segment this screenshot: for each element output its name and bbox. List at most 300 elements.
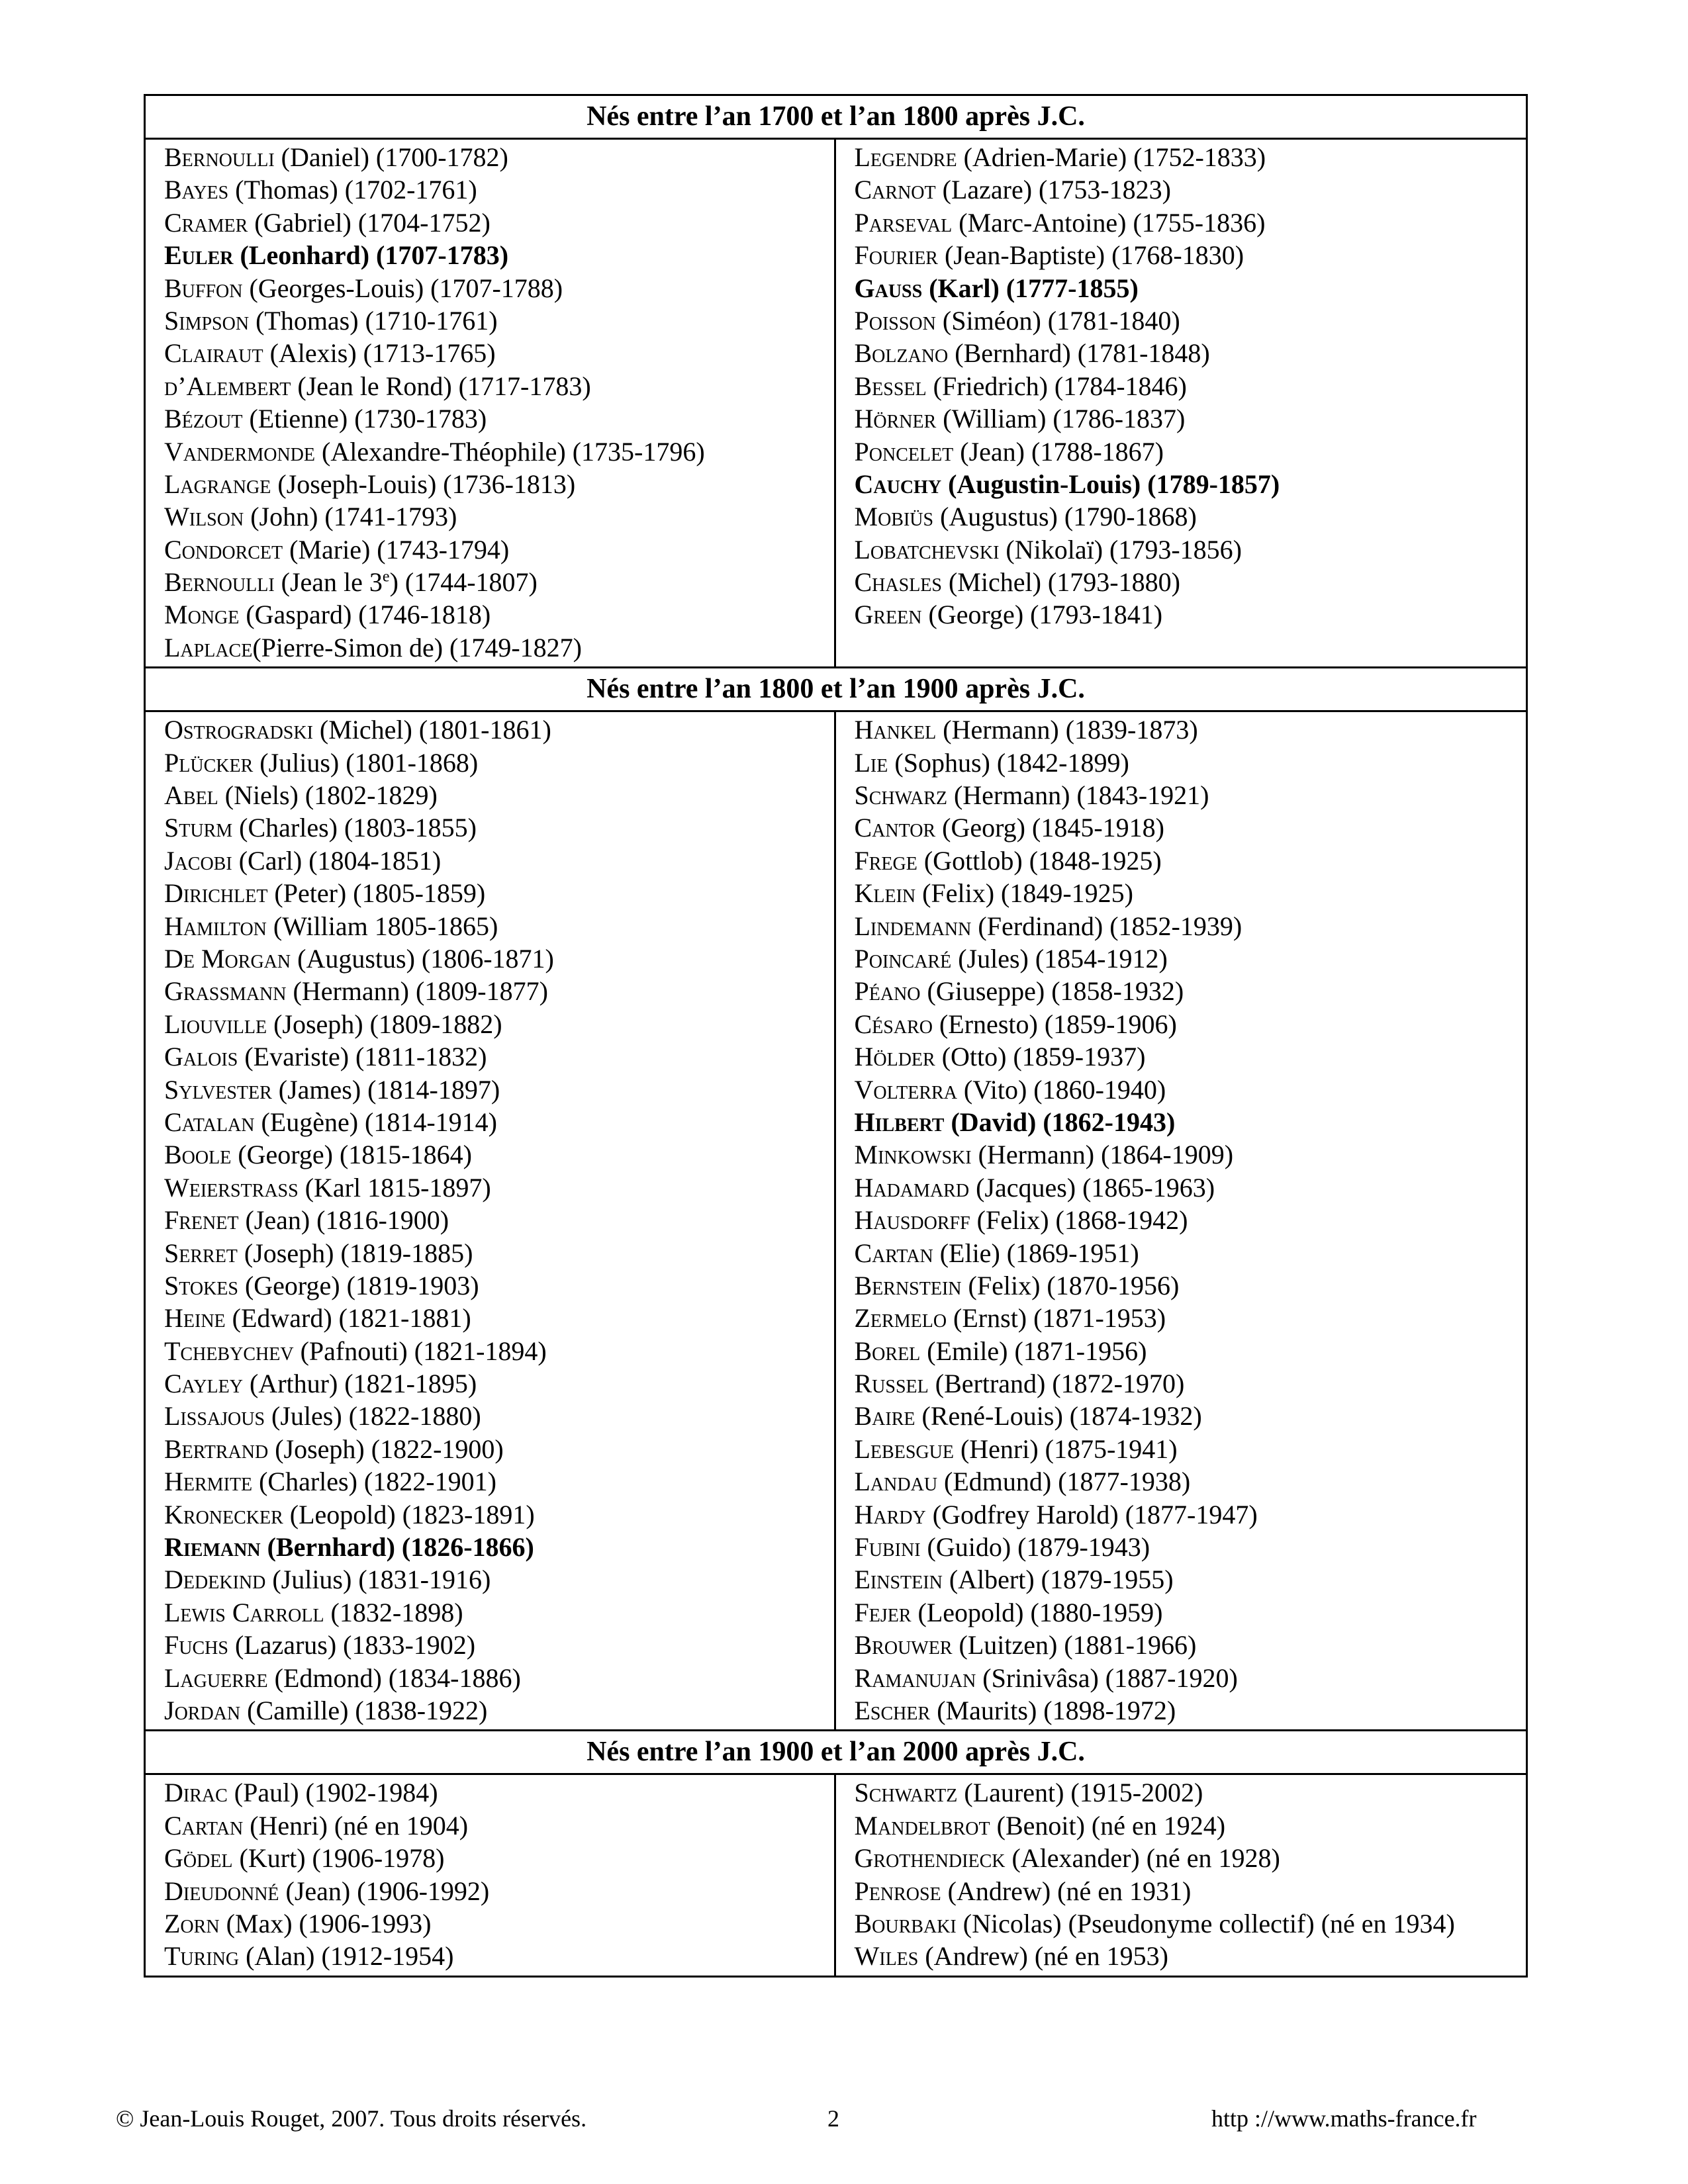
list-item [855, 1171, 1526, 1204]
mathematician-details: (Evariste) (1811-1832) [238, 1042, 487, 1072]
page-number: 2 [827, 2105, 839, 2132]
mathematician-name: Galois [164, 1042, 238, 1072]
list-item [164, 533, 834, 566]
list-item [164, 713, 834, 746]
list-item [164, 1465, 834, 1498]
mathematician-name: Cauchy [854, 469, 942, 499]
mathematician-details: (Thomas) (1710-1761) [249, 305, 498, 336]
mathematician-name: Stokes [164, 1270, 238, 1300]
mathematician-name: Poisson [854, 305, 936, 336]
mathematician-details: (Andrew) (né en 1953) [918, 1941, 1168, 1972]
mathematician-name: Hörner [854, 404, 937, 434]
mathematician-details: (Augustus) (1806-1871) [291, 943, 554, 974]
mathematician-name: Laguerre [164, 1662, 268, 1693]
section-title: Nés entre l’an 1800 et l’an 1900 après J.C. [146, 668, 1526, 712]
list-item [164, 877, 834, 909]
list-item [164, 1907, 834, 1940]
mathematician-details: (Pafnouti) (1821-1894) [293, 1336, 547, 1366]
list-item [164, 1563, 834, 1596]
mathematician-name: Klein [854, 878, 916, 909]
mathematician-name: Penrose [854, 1876, 941, 1906]
mathematician-details: (Hermann) (1839-1873) [936, 715, 1198, 745]
mathematician-details: (Joseph) (1822-1900) [268, 1433, 504, 1464]
mathematician-details: (Edmond) (1834-1886) [267, 1662, 521, 1693]
mathematician-details: (Godfrey Harold) (1877-1947) [925, 1499, 1258, 1529]
section-title: Nés entre l’an 1700 et l’an 1800 après J.C. [146, 96, 1526, 140]
superscript: e [382, 568, 390, 586]
mathematician-name: Lewis Carroll [164, 1597, 324, 1627]
list-item [855, 1335, 1526, 1367]
list-item [855, 1563, 1526, 1596]
mathematician-name: Poincaré [854, 943, 952, 974]
section-body [146, 712, 1526, 1731]
mathematician-name: Hardy [854, 1499, 926, 1529]
mathematician-name: Chasles [854, 567, 942, 598]
mathematician-name: Mandelbrot [854, 1810, 990, 1841]
list-item [855, 713, 1526, 746]
mathematician-details: (Leonhard) (1707-1783) [233, 240, 509, 271]
mathematician-details: (William) (1786-1837) [936, 404, 1186, 434]
list-item [164, 141, 834, 173]
mathematician-details: (Jean) (1906-1992) [279, 1876, 490, 1906]
mathematician-details: (James) (1814-1897) [271, 1074, 500, 1105]
list-item [164, 500, 834, 533]
list-item [855, 1269, 1526, 1302]
mathematician-name: Lagrange [164, 469, 271, 499]
mathematician-details: (Alan) (1912-1954) [239, 1941, 454, 1972]
list-item [855, 1433, 1526, 1465]
list-item [855, 1842, 1526, 1874]
mathematician-details: (Albert) (1879-1955) [942, 1565, 1174, 1595]
mathematician-name: Boole [164, 1140, 232, 1170]
mathematician-details: (Jules) (1854-1912) [951, 943, 1168, 974]
mathematician-name: Mobiüs [854, 502, 934, 532]
mathematician-name: Fejer [854, 1597, 912, 1627]
mathematician-name: Condorcet [164, 534, 283, 565]
mathematician-name: Bernoulli [164, 567, 275, 598]
list-item [164, 468, 834, 500]
list-item [855, 1531, 1526, 1563]
mathematician-details: (Giuseppe) (1858-1932) [920, 976, 1184, 1007]
list-item [164, 747, 834, 779]
list-item [164, 1335, 834, 1367]
mathematician-name: Legendre [854, 142, 957, 172]
mathematician-name: Lindemann [854, 911, 972, 941]
mathematician-details: (Hermann) (1864-1909) [971, 1140, 1234, 1170]
mathematician-name: Weierstrass [164, 1172, 299, 1203]
list-item [164, 1106, 834, 1138]
mathematician-name: Fubini [854, 1532, 921, 1563]
mathematician-details: (Jean) (1816-1900) [238, 1205, 449, 1236]
mathematician-details: (Gottlob) (1848-1925) [917, 845, 1162, 876]
mathematician-details: (Thomas) (1702-1761) [228, 175, 477, 205]
list-item [855, 402, 1526, 435]
mathematician-details: (Michel) (1801-1861) [312, 715, 551, 745]
list-item [164, 1662, 834, 1694]
mathematician-name: Landau [854, 1467, 938, 1497]
mathematician-name: Laplace [164, 632, 253, 662]
mathematician-name: Schwartz [854, 1778, 958, 1808]
list-item [855, 206, 1526, 239]
mathematician-name: Bernoulli [164, 142, 275, 172]
list-item [164, 975, 834, 1007]
mathematician-details: (Jean-Baptiste) (1768-1830) [937, 240, 1244, 271]
list-item [855, 1106, 1526, 1138]
mathematician-details: (Hermann) (1809-1877) [286, 976, 548, 1007]
mathematician-details: (Ernesto) (1859-1906) [932, 1009, 1177, 1039]
mathematician-details: (Julius) (1831-1916) [265, 1565, 491, 1595]
mathematician-details: (Alexandre-Théophile) (1735-1796) [315, 436, 705, 467]
mathematician-details: (Joseph-Louis) (1736-1813) [271, 469, 576, 499]
list-item [855, 1138, 1526, 1171]
section-body [146, 140, 1526, 668]
mathematician-name: Vandermonde [164, 436, 315, 467]
mathematician-name: Escher [854, 1695, 931, 1725]
list-item [164, 1694, 834, 1727]
list-item [855, 533, 1526, 566]
list-item [855, 566, 1526, 598]
column-left [146, 712, 836, 1729]
list-item [164, 1367, 834, 1400]
list-item [164, 206, 834, 239]
list-item [164, 1531, 834, 1563]
mathematician-details: (Leopold) (1823-1891) [283, 1499, 535, 1529]
mathematician-name: Minkowski [854, 1140, 972, 1170]
mathematician-name: Césaro [854, 1009, 933, 1039]
list-item [164, 631, 834, 664]
mathematician-details: (Marie) (1743-1794) [283, 534, 510, 565]
list-item [855, 1204, 1526, 1236]
list-item [855, 1662, 1526, 1694]
mathematician-name: Gauss [854, 273, 923, 303]
mathematician-name: Simpson [164, 305, 250, 336]
mathematician-name: Gödel [164, 1843, 233, 1874]
list-item [855, 1875, 1526, 1907]
list-item [164, 1040, 834, 1073]
mathematician-name: Kronecker [164, 1499, 283, 1529]
mathematician-details: (Elie) (1869-1951) [933, 1238, 1139, 1268]
mathematician-details: (Vito) (1860-1940) [957, 1074, 1166, 1105]
mathematician-details: (John) (1741-1793) [244, 502, 457, 532]
list-item [855, 239, 1526, 271]
list-item [855, 1465, 1526, 1498]
mathematician-name: Buffon [164, 273, 243, 303]
list-item [164, 1204, 834, 1236]
mathematician-name: Bolzano [854, 338, 949, 369]
mathematician-details: (Marc-Antoine) (1755-1836) [952, 207, 1266, 238]
mathematician-details: (Nicolas) (Pseudonyme collectif) (né en 1934) [956, 1908, 1455, 1938]
list-item [164, 1433, 834, 1465]
mathematician-name: Cramer [164, 207, 248, 238]
mathematician-details: (Sophus) (1842-1899) [888, 747, 1129, 778]
list-item [855, 1596, 1526, 1629]
list-item [855, 141, 1526, 173]
list-item [855, 1237, 1526, 1269]
mathematician-details: (Pierre-Simon de) (1749-1827) [252, 632, 582, 662]
mathematician-details: (Siméon) (1781-1840) [935, 305, 1180, 336]
list-item [164, 1809, 834, 1842]
mathematician-details: (Lazare) (1753-1823) [935, 175, 1171, 205]
list-item [855, 1008, 1526, 1040]
list-item [164, 1269, 834, 1302]
mathematician-details: (Georges-Louis) (1707-1788) [242, 273, 563, 303]
mathematician-details: (Alexis) (1713-1765) [263, 338, 496, 369]
mathematician-name: Russel [854, 1369, 929, 1399]
mathematician-name: Grassmann [164, 976, 287, 1007]
mathematician-details: (Bernhard) (1826-1866) [260, 1532, 534, 1563]
mathematician-details: (1832-1898) [324, 1597, 463, 1627]
mathematician-name: Cartan [164, 1810, 244, 1841]
mathematician-details: (Luitzen) (1881-1966) [952, 1630, 1197, 1661]
mathematician-name: Lobatchevski [854, 534, 1000, 565]
mathematician-name: Sturm [164, 813, 233, 843]
mathematician-details: (Gaspard) (1746-1818) [239, 600, 491, 630]
list-item [164, 1940, 834, 1972]
mathematician-details: (Edmund) (1877-1938) [937, 1467, 1191, 1497]
mathematician-details: (Jean le 3 [274, 567, 383, 598]
mathematician-name: Cantor [854, 813, 936, 843]
column-left [146, 1775, 836, 1975]
column-left [146, 140, 836, 666]
mathematician-name: Bayes [164, 175, 229, 205]
mathematician-details: (William 1805-1865) [266, 911, 498, 941]
mathematician-name: Plücker [164, 747, 254, 778]
mathematician-name: Hamilton [164, 911, 267, 941]
list-item [164, 779, 834, 811]
mathematician-name: Green [854, 600, 922, 630]
list-item [164, 239, 834, 271]
mathematician-name: Bézout [164, 404, 243, 434]
mathematician-details: (Otto) (1859-1937) [935, 1042, 1146, 1072]
mathematician-details: (Guido) (1879-1943) [920, 1532, 1150, 1563]
mathematician-details: (Henri) (né en 1904) [243, 1810, 469, 1841]
mathematician-name: Tchebychev [164, 1336, 294, 1366]
mathematician-details: (Jean le Rond) (1717-1783) [291, 371, 591, 401]
mathematician-name: Einstein [854, 1565, 943, 1595]
mathematician-name: Schwarz [854, 780, 947, 811]
mathematician-name: Jacobi [164, 845, 232, 876]
mathematician-name: Jordan [164, 1695, 241, 1725]
column-right [836, 140, 1526, 666]
mathematician-name: Dirac [164, 1778, 228, 1808]
column-right [836, 1775, 1526, 1975]
mathematician-name: Liouville [164, 1009, 267, 1039]
mathematician-details: (Jean) (1788-1867) [953, 436, 1164, 467]
list-item [855, 1907, 1526, 1940]
website-url: http ://www.maths-france.fr [1211, 2105, 1477, 2132]
list-item [855, 877, 1526, 909]
mathematician-name: Heine [164, 1303, 226, 1334]
list-item [164, 942, 834, 975]
mathematician-name: Wiles [854, 1941, 919, 1972]
mathematician-name: Serret [164, 1238, 238, 1268]
list-item [855, 337, 1526, 369]
list-item [164, 1171, 834, 1204]
list-item [855, 1694, 1526, 1727]
mathematician-name: Borel [854, 1336, 921, 1366]
mathematician-details: (Ernst) (1871-1953) [947, 1303, 1166, 1334]
mathematician-name: Baire [854, 1401, 915, 1432]
list-item [855, 1498, 1526, 1531]
mathematician-details: (Peter) (1805-1859) [267, 878, 486, 909]
mathematician-name: Parseval [854, 207, 953, 238]
mathematician-details: (Edward) (1821-1881) [225, 1303, 471, 1334]
mathematician-name: Hölder [854, 1042, 935, 1072]
mathematician-name: De Morgan [164, 943, 291, 974]
list-item [855, 500, 1526, 533]
list-item [855, 779, 1526, 811]
mathematician-details: (Leopold) (1880-1959) [911, 1597, 1163, 1627]
mathematician-name: Dedekind [164, 1565, 266, 1595]
list-item [855, 435, 1526, 468]
mathematician-details: (Augustus) (1790-1868) [933, 502, 1197, 532]
mathematician-details: (Charles) (1822-1901) [252, 1467, 496, 1497]
list-item [164, 272, 834, 304]
mathematician-details: (Etienne) (1730-1783) [242, 404, 487, 434]
mathematician-name: Cartan [854, 1238, 933, 1268]
mathematician-name: Lie [854, 747, 888, 778]
mathematician-details: (Ferdinand) (1852-1939) [971, 911, 1243, 941]
mathematician-name: Hankel [854, 715, 937, 745]
list-item [855, 1400, 1526, 1432]
list-item [164, 1237, 834, 1269]
list-item [855, 975, 1526, 1007]
mathematician-details: (David) (1862-1943) [944, 1107, 1176, 1137]
mathematician-name: Monge [164, 600, 240, 630]
mathematician-details: (Laurent) (1915-2002) [957, 1778, 1203, 1808]
list-item [855, 747, 1526, 779]
mathematician-name: Hausdorff [854, 1205, 970, 1236]
mathematician-details: (Emile) (1871-1956) [920, 1336, 1147, 1366]
mathematician-name: Ramanujan [854, 1662, 976, 1693]
list-item [164, 1138, 834, 1171]
mathematician-details: (Felix) (1868-1942) [970, 1205, 1188, 1236]
list-item [855, 1040, 1526, 1073]
mathematician-name: Fourier [854, 240, 938, 271]
mathematician-name: Sylvester [164, 1074, 272, 1105]
mathematician-name: Frenet [164, 1205, 239, 1236]
mathematician-details: (Georg) (1845-1918) [935, 813, 1164, 843]
list-item [855, 1776, 1526, 1809]
mathematician-details: (Henri) (1875-1941) [953, 1433, 1178, 1464]
mathematician-details: (Alexander) (né en 1928) [1005, 1843, 1280, 1874]
list-item [855, 304, 1526, 337]
mathematician-name: Bessel [854, 371, 927, 401]
mathematician-details: (George) (1815-1864) [231, 1140, 472, 1170]
mathematician-name: Clairaut [164, 338, 263, 369]
list-item [164, 566, 834, 598]
mathematician-name: Catalan [164, 1107, 255, 1137]
mathematician-details: (Felix) (1849-1925) [915, 878, 1133, 909]
mathematician-name: Lissajous [164, 1401, 265, 1432]
mathematician-details: (Joseph) (1809-1882) [267, 1009, 502, 1039]
mathematician-details: (Augustin-Louis) (1789-1857) [941, 469, 1280, 499]
list-item [855, 1367, 1526, 1400]
list-item [855, 1302, 1526, 1334]
list-item [855, 370, 1526, 402]
mathematician-details: (George) (1819-1903) [238, 1270, 479, 1300]
mathematician-details: (Karl) (1777-1855) [922, 273, 1139, 303]
mathematician-name: Lebesgue [854, 1433, 954, 1464]
mathematician-name: Carnot [854, 175, 936, 205]
mathematician-name: Frege [854, 845, 917, 876]
mathematician-details: (Charles) (1803-1855) [232, 813, 477, 843]
mathematician-name: Poncelet [854, 436, 954, 467]
mathematician-details: (Daniel) (1700-1782) [274, 142, 508, 172]
mathematician-name: Bertrand [164, 1433, 269, 1464]
mathematician-details: (Bernhard) (1781-1848) [948, 338, 1210, 369]
list-item [164, 1596, 834, 1629]
mathematician-details: (Kurt) (1906-1978) [232, 1843, 445, 1874]
mathematician-details: (Niels) (1802-1829) [218, 780, 438, 811]
mathematician-name: Zorn [164, 1908, 220, 1938]
list-item [164, 910, 834, 942]
mathematician-name: Grothendieck [854, 1843, 1006, 1874]
mathematician-name: Riemann [164, 1532, 261, 1563]
mathematician-details: (Benoit) (né en 1924) [990, 1810, 1226, 1841]
mathematician-name: Dieudonné [164, 1876, 279, 1906]
list-item [164, 1875, 834, 1907]
mathematician-details: (Jacques) (1865-1963) [969, 1172, 1215, 1203]
mathematician-name: Turing [164, 1941, 240, 1972]
section-title: Nés entre l’an 1900 et l’an 2000 après J.C. [146, 1731, 1526, 1775]
list-item [164, 598, 834, 631]
mathematician-name: Péano [854, 976, 921, 1007]
mathematician-name: Brouwer [854, 1630, 953, 1661]
mathematician-dates: ) (1744-1807) [389, 567, 538, 598]
list-item [164, 1776, 834, 1809]
list-item [164, 844, 834, 877]
list-item [855, 272, 1526, 304]
mathematician-details: (George) (1793-1841) [921, 600, 1163, 630]
list-item [164, 1400, 834, 1432]
mathematician-name: Cayley [164, 1369, 243, 1399]
mathematician-name: Abel [164, 780, 218, 811]
mathematician-details: (Andrew) (né en 1931) [941, 1876, 1192, 1906]
mathematician-details: (Nikolaï) (1793-1856) [999, 534, 1242, 565]
mathematician-details: (Max) (1906-1993) [219, 1908, 432, 1938]
list-item [855, 1809, 1526, 1842]
list-item [164, 402, 834, 435]
mathematician-details: (Eugène) (1814-1914) [254, 1107, 497, 1137]
list-item [164, 811, 834, 844]
column-right [836, 712, 1526, 1729]
list-item [164, 1302, 834, 1334]
mathematician-details: (Lazarus) (1833-1902) [228, 1630, 476, 1661]
mathematician-name: Ostrogradski [164, 715, 313, 745]
mathematicians-table [144, 94, 1528, 1978]
list-item [855, 173, 1526, 206]
mathematician-name: Hadamard [854, 1172, 970, 1203]
list-item [855, 1073, 1526, 1106]
mathematician-name: Euler [164, 240, 234, 271]
list-item [855, 844, 1526, 877]
mathematician-details: (Bertrand) (1872-1970) [928, 1369, 1185, 1399]
mathematician-details: (Camille) (1838-1922) [240, 1695, 488, 1725]
list-item [855, 468, 1526, 500]
mathematician-details: (Gabriel) (1704-1752) [248, 207, 491, 238]
list-item [855, 811, 1526, 844]
copyright-notice: © Jean-Louis Rouget, 2007. Tous droits réservés. [116, 2105, 587, 2132]
list-item [164, 435, 834, 468]
list-item [164, 1629, 834, 1661]
mathematician-name: Volterra [854, 1074, 957, 1105]
mathematician-details: (Carl) (1804-1851) [232, 845, 442, 876]
list-item [164, 304, 834, 337]
mathematician-details: (Hermann) (1843-1921) [947, 780, 1209, 811]
mathematician-details: (Adrien-Marie) (1752-1833) [957, 142, 1266, 172]
mathematician-details: (Arthur) (1821-1895) [242, 1369, 477, 1399]
